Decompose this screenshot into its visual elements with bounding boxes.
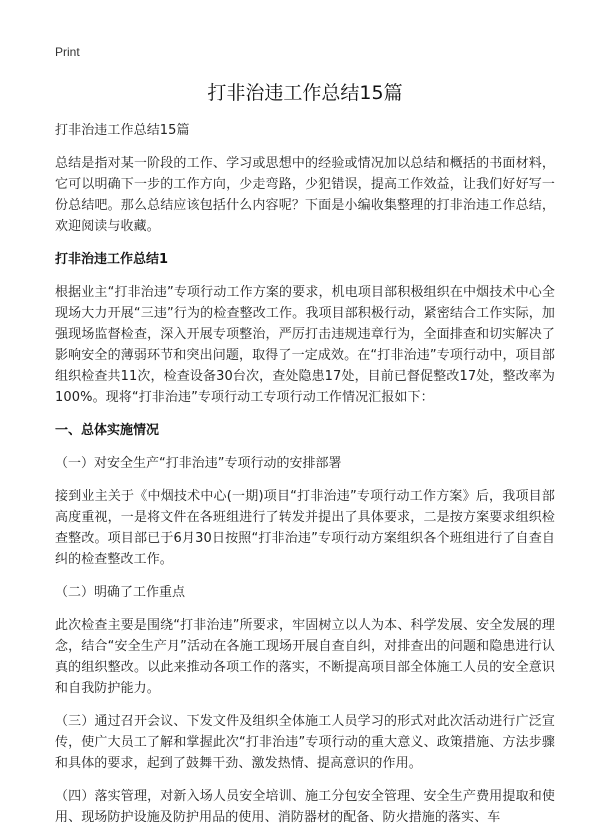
item-paragraph: 接到业主关于《中烟技术中心(一期)项目“打非治违”专项行动工作方案》后，我项目部高度重视，一是将文件在各班组进行了转发并提出了具体要求，二是按方案要求组织检查整改。项目部已于6月30日按照“打非治违”专项行动方案组织各个班组进行了自查自纠的检查整改工作。 (55, 489, 555, 567)
document-subtitle: 打非治违工作总结15篇 (55, 123, 190, 138)
section-paragraph: 根据业主“打非治违”专项行动工作方案的要求，机电项目部积极组织在中烟技术中心全现场大力开展“三违”行为的检查整改工作。我项目部积极行动，紧密结合工作实际，加强现场监督检查，深入开展专项整治，严厉打击违规违章行为，全面排查和切实解决了影响安全的薄弱环节和突出问题，取得了一定成效。在“打非治违”专项行动中，项目部组织检查共11次，检查设备30台次，查处隐患17处，目前已督促整改17处，整改率为100%。现将“打非治违”专项行动工专项行动工作情况汇报如下： (55, 285, 555, 405)
item-heading: （一）对安全生产“打非治违”专项行动的安排部署 (55, 456, 342, 471)
page-title: 打非治违工作总结15篇 (207, 82, 403, 104)
item-paragraph: （三）通过召开会议、下发文件及组织全体施工人员学习的形式对此次活动进行广泛宣传，使广大员工了解和掌握此次“打非治违”专项行动的重大意义、政策措施、方法步骤和具体的要求，起到了鼓舞干劲、激发热情、提高意识的作用。 (55, 714, 555, 771)
part-heading: 一、总体实施情况 (55, 423, 160, 438)
print-link[interactable]: Print (55, 45, 80, 59)
item-paragraph: 此次检查主要是围绕“打非治违”所要求，牢固树立以人为本、科学发展、安全发展的理念，结合“安全生产月”活动在各施工现场开展自查自纠，对排查出的问题和隐患进行认真的组织整改。以此来推动各项工作的落实，不断提高项目部全体施工人员的安全意识和自我防护能力。 (55, 618, 555, 696)
item-heading: （二）明确了工作重点 (55, 585, 186, 600)
intro-paragraph: 总结是指对某一阶段的工作、学习或思想中的经验或情况加以总结和概括的书面材料，它可以明确下一步的工作方向，少走弯路，少犯错误，提高工作效益，让我们好好写一份总结吧。那么总结应该包括什么内容呢？下面是小编收集整理的打非治违工作总结，欢迎阅读与收藏。 (55, 156, 555, 234)
section-heading: 打非治违工作总结1 (55, 252, 169, 267)
item-paragraph: （四）落实管理，对新入场人员安全培训、施工分包安全管理、安全生产费用提取和使用、现场防护设施及防护用品的使用、消防器材的配备、防火措施的落实、车 (55, 789, 555, 825)
document-body (55, 120, 555, 840)
